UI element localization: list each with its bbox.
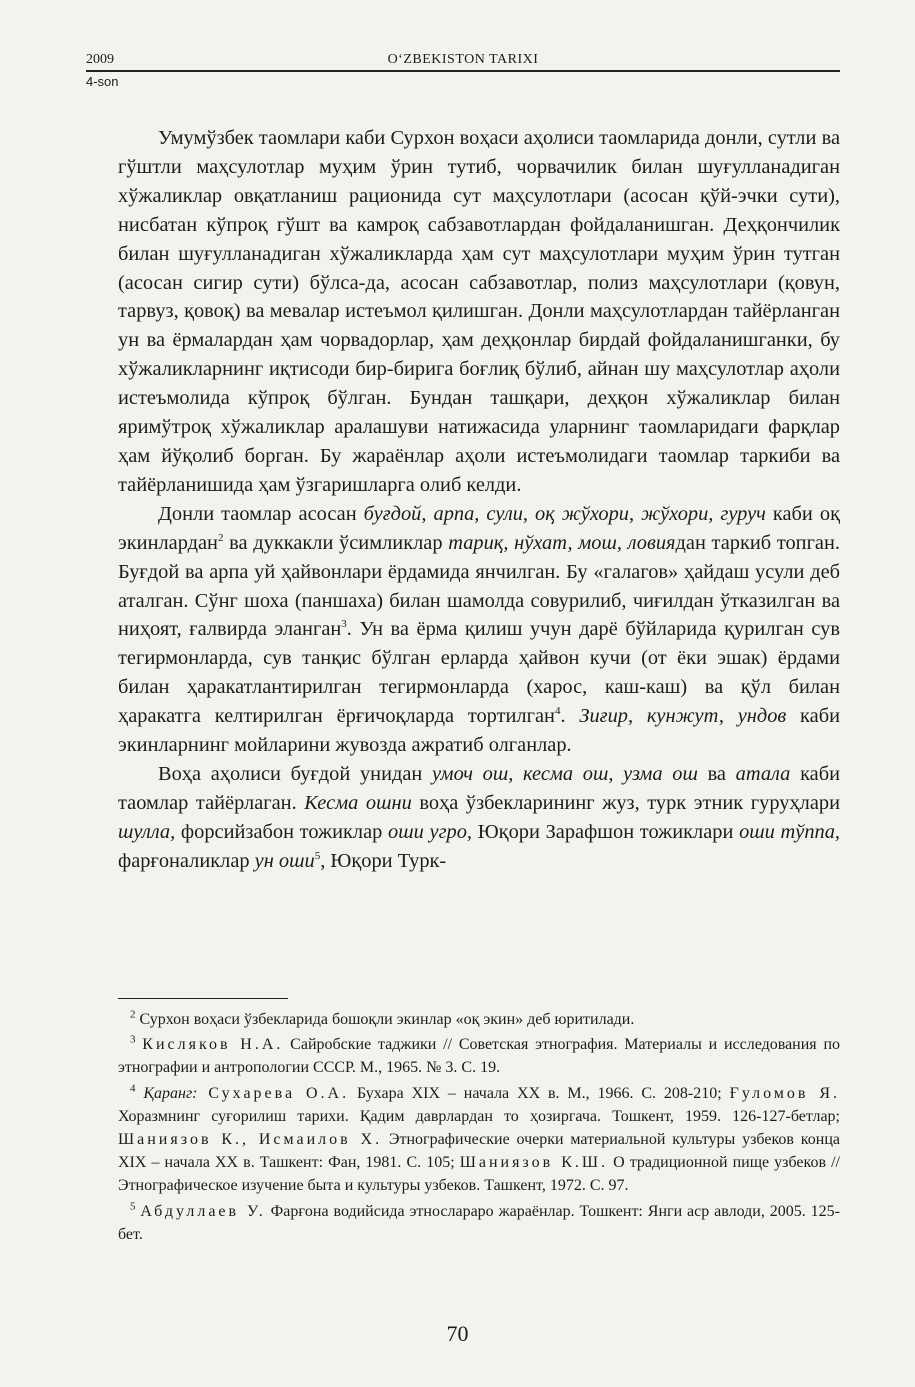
running-header — [86, 44, 840, 72]
footnote-separator — [118, 998, 288, 999]
paragraph-2: Донли таомлар асосан буғдой, арпа, сули, оқ жўхори, жўхори, гуруч каби оқ экинлардан$^2$ ва дуккакли ўсимликлар тариқ, нўхат, мош, ловиядан таркиб топган. Буғдой ва арпа уй ҳайвонлари ёрдамида янчилган. Бу «галагов» ҳайдаш усули деб аталган. Сўнг шоха (паншаха) билан шамолда совурилиб, чиғилдан ўтказилган ва ниҳоят, ғалвирда эланган$^3$. Ун ва ёрма қилиш учун дарё бўйларида қурилган сув тегирмонларда, сув танқис бўлган ерларда ҳайвон кучи (от ёки эшак) ёрдами билан ҳаракатлантирилган тегирмонларда (харос, каш-каш) ва қўл билан ҳаракатга келтирилган ёрғичоқларда тортилган$^4$. Зиғир, кунжут, ундов каби экинларнинг мойларини жувозда ажратиб олганлар. — [118, 502, 840, 757]
footnote-ref-2: 2 — [217, 531, 224, 544]
footnote-5: $^5$ Абдуллаев У. Фарғона водийсида этнослараро жараёнлар. Тошкент: Янги аср авлоди, 2005. 125-бет. — [118, 1200, 841, 1243]
footnote-ref-4: 4 — [554, 705, 561, 718]
paragraph-1: Умумўзбек таомлари каби Сурхон воҳаси аҳолиси таомларида донли, сутли ва гўштли маҳсулотлар муҳим ўрин тутиб, чорвачилик билан шуғулланадиган хўжаликлар овқатланиш рационида сут маҳсулотлари (асосан қўй-эчки сути), нисбатан кўпроқ гўшт ва камроқ сабзавотлардан фойдаланишган. Деҳқончилик билан шуғулланадиган хўжаликларда ҳам сут маҳсулотлари муҳим ўрин тутган (асосан сигир сути) бўлса-да, асосан сабзавотлар, полиз маҳсулотлари (қовун, тарвуз, қовоқ) ва мевалар истеъмол қилишган. Донли маҳсулотлардан тайёрланган ун ва ёрмалардан ҳам чорвадорлар, ҳам деҳқонлар бирдай фойдаланишганки, бу хўжаликларнинг иқтисоди бир-бирига боғлиқ бўлиб, айнан шу маҳсулотлар аҳоли истеъмолида кўпроқ бўлган. Бундан ташқари, деҳқон хўжаликлар билан яримўтроқ хўжаликлар аралашуви натижасида уларнинг таомларидаги фарқлар ҳам йўқолиб борган. Бу жараёнлар аҳоли истеъмолидаги таомлар таркиби ва тайёрланишида ҳам ўзгаришларга олиб келди. — [118, 127, 840, 496]
article-body — [118, 124, 840, 876]
header-year: 2009 — [86, 52, 114, 67]
paragraph-3: Воҳа аҳолиси буғдой унидан умоч ош, кесма ош, узма ош ва атала каби таомлар тайёрлаган. Кесма ошни воҳа ўзбекларининг жуз, турк этник гуруҳлари шулла, форсийзабон тожиклар оши угро, Юқори Зарафшон тожиклари оши тўппа, фарғоналиклар ун оши$^5$, Юқори Турк- — [118, 762, 841, 872]
header-journal-title: O‘ZBEKISTON TARIXI — [387, 52, 539, 67]
footnotes — [118, 1008, 840, 1248]
page-number: 70 — [446, 1321, 469, 1346]
footnote-ref-5: 5 — [314, 849, 321, 862]
footnote-4: $^4$ Қаранг: Сухарева О.А. Бухара XIX – начала XX в. М., 1966. С. 208-210; Ғуломов Я. Хоразмнинг суғорилиш тарихи. Қадим даврлардан то ҳозиргача. Тошкент, 1959. 126-127-бетлар; Шаниязов К., Исмаилов Х. Этнографические очерки материальной культуры узбеков конца XIX – начала XX в. Ташкент: Фан, 1981. С. 105; Шаниязов К.Ш. О традиционной пище узбеков // Этнографическое изучение быта и культуры узбеков. Ташкент, 1972. С. 97. — [118, 1082, 841, 1195]
footnote-3: $^3$ Кисляков Н.А. Сайробские таджики // Советская этнография. Материалы и исследования по этнографии и антропологии СССР. М., 1965. № 3. С. 19. — [118, 1033, 841, 1077]
footnote-ref-3: 3 — [341, 618, 347, 631]
issue-number: 4-son — [86, 74, 119, 89]
footnote-2: $^2$ Сурхон воҳаси ўзбекларида бошоқли экинлар «оқ экин» деб юритилади. — [130, 1008, 635, 1028]
